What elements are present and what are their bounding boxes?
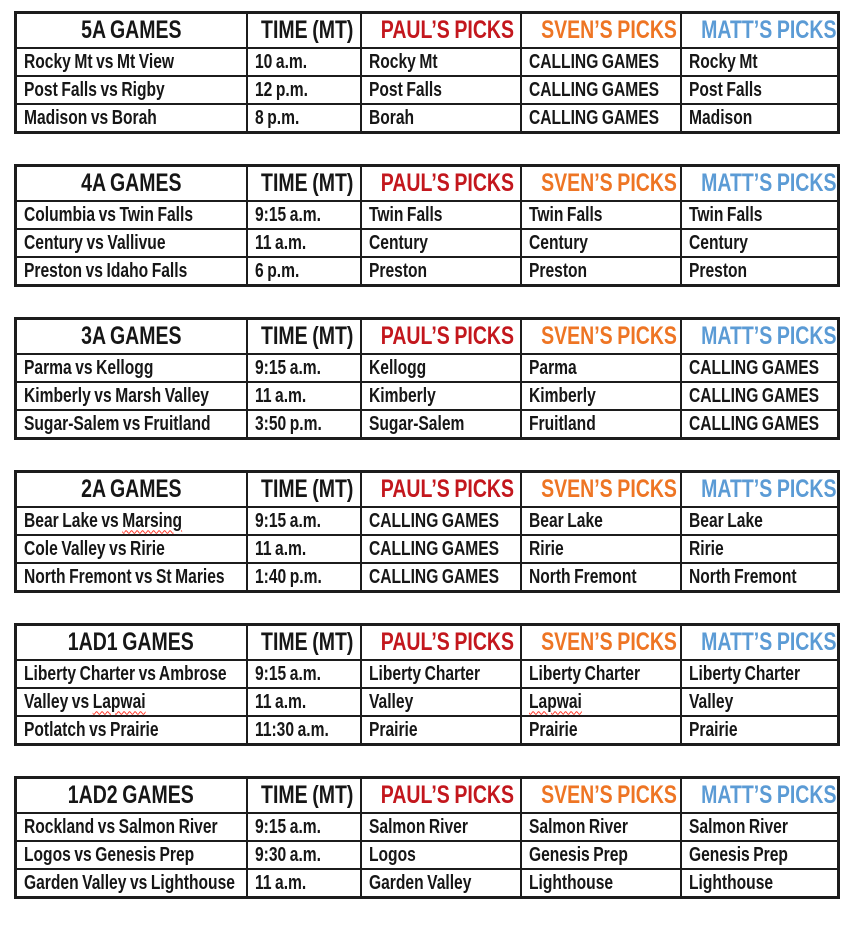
matchup-cell bbox=[16, 535, 247, 563]
matchup-cell bbox=[16, 507, 247, 535]
column-header-time bbox=[247, 625, 361, 661]
time-cell bbox=[247, 716, 361, 745]
header-row bbox=[16, 625, 839, 661]
paul-cell bbox=[361, 76, 521, 104]
column-header-matt bbox=[681, 319, 839, 355]
sven-cell-label: Genesis Prep bbox=[528, 843, 628, 866]
paul-cell-label: Rocky Mt bbox=[368, 50, 438, 73]
time-cell bbox=[247, 257, 361, 286]
matchup-cell-label: Sugar-Salem vs Fruitland bbox=[24, 412, 211, 435]
matchup-cell-label: Garden Valley vs Lighthouse bbox=[24, 871, 235, 894]
time-cell bbox=[247, 104, 361, 133]
column-header-sven-label: SVEN’S PICKS bbox=[540, 16, 677, 44]
time-cell-label: 1:40 p.m. bbox=[254, 565, 322, 588]
table-title-1ad2 bbox=[16, 778, 247, 814]
column-header-sven bbox=[521, 625, 681, 661]
time-cell-label: 6 p.m. bbox=[254, 259, 299, 282]
time-cell bbox=[247, 410, 361, 439]
paul-cell-label: CALLING GAMES bbox=[368, 537, 499, 560]
column-header-matt bbox=[681, 625, 839, 661]
game-row bbox=[16, 869, 839, 898]
time-cell-label: 9:15 a.m. bbox=[254, 815, 321, 838]
game-row bbox=[16, 507, 839, 535]
column-header-paul bbox=[361, 13, 521, 49]
time-cell bbox=[247, 354, 361, 382]
column-header-matt bbox=[681, 472, 839, 508]
game-row bbox=[16, 257, 839, 286]
column-header-matt bbox=[681, 166, 839, 202]
matt-cell-label: Bear Lake bbox=[688, 509, 763, 532]
time-cell-label: 11:30 a.m. bbox=[254, 718, 329, 741]
sven-cell bbox=[521, 813, 681, 841]
time-cell-label: 11 a.m. bbox=[254, 690, 306, 713]
matt-cell-label: Valley bbox=[688, 690, 733, 713]
matt-cell bbox=[681, 201, 839, 229]
matt-cell bbox=[681, 507, 839, 535]
paul-cell bbox=[361, 563, 521, 592]
header-row bbox=[16, 166, 839, 202]
matt-cell-label: Preston bbox=[688, 259, 747, 282]
sven-cell bbox=[521, 507, 681, 535]
matchup-cell bbox=[16, 410, 247, 439]
column-header-paul bbox=[361, 319, 521, 355]
column-header-matt-label: MATT’S PICKS bbox=[700, 322, 836, 350]
matt-cell bbox=[681, 257, 839, 286]
sven-cell-label: Twin Falls bbox=[528, 203, 602, 226]
sven-cell-label: Ririe bbox=[528, 537, 564, 560]
matchup-cell-label: Bear Lake vs Marsing bbox=[24, 509, 183, 532]
column-header-paul bbox=[361, 625, 521, 661]
paul-cell-label: Logos bbox=[368, 843, 416, 866]
column-header-sven bbox=[521, 166, 681, 202]
paul-cell-label: CALLING GAMES bbox=[368, 509, 499, 532]
matt-cell bbox=[681, 660, 839, 688]
sven-cell bbox=[521, 382, 681, 410]
time-cell-label: 8 p.m. bbox=[254, 106, 299, 129]
matt-cell-label: Lighthouse bbox=[688, 871, 773, 894]
paul-cell bbox=[361, 535, 521, 563]
game-row bbox=[16, 841, 839, 869]
sven-cell-label: Fruitland bbox=[528, 412, 596, 435]
column-header-time-label: TIME (MT) bbox=[260, 322, 353, 350]
paul-cell-label: Preston bbox=[368, 259, 427, 282]
sven-cell bbox=[521, 869, 681, 898]
misspelled-word: Lapwai bbox=[528, 690, 582, 713]
game-row bbox=[16, 688, 839, 716]
sven-cell bbox=[521, 201, 681, 229]
game-row bbox=[16, 382, 839, 410]
column-header-paul bbox=[361, 166, 521, 202]
matt-cell bbox=[681, 410, 839, 439]
matt-cell bbox=[681, 535, 839, 563]
misspelled-word: Lapwai bbox=[92, 690, 146, 713]
column-header-time bbox=[247, 778, 361, 814]
header-row bbox=[16, 319, 839, 355]
matt-cell-label: Rocky Mt bbox=[688, 50, 758, 73]
time-cell-label: 11 a.m. bbox=[254, 384, 306, 407]
time-cell bbox=[247, 688, 361, 716]
misspelled-word: Marsing bbox=[122, 509, 183, 532]
table-title-1ad1-label: 1AD1 GAMES bbox=[68, 628, 195, 656]
game-row bbox=[16, 229, 839, 257]
matt-cell bbox=[681, 76, 839, 104]
column-header-paul-label: PAUL’S PICKS bbox=[380, 169, 514, 197]
time-cell bbox=[247, 813, 361, 841]
game-row bbox=[16, 48, 839, 76]
matt-cell-label: CALLING GAMES bbox=[688, 412, 819, 435]
column-header-time bbox=[247, 472, 361, 508]
matchup-cell bbox=[16, 869, 247, 898]
matchup-cell-label: Madison vs Borah bbox=[24, 106, 157, 129]
paul-cell-label: Sugar-Salem bbox=[368, 412, 464, 435]
time-cell-label: 9:15 a.m. bbox=[254, 662, 321, 685]
time-cell bbox=[247, 382, 361, 410]
matchup-cell-label: Century vs Vallivue bbox=[24, 231, 166, 254]
matt-cell bbox=[681, 869, 839, 898]
sven-cell bbox=[521, 563, 681, 592]
table-title-5a bbox=[16, 13, 247, 49]
game-row bbox=[16, 354, 839, 382]
matt-cell-label: Post Falls bbox=[688, 78, 762, 101]
matt-cell-label: CALLING GAMES bbox=[688, 356, 819, 379]
game-row bbox=[16, 535, 839, 563]
column-header-time-label: TIME (MT) bbox=[260, 475, 353, 503]
column-header-matt bbox=[681, 13, 839, 49]
paul-cell bbox=[361, 257, 521, 286]
picks-table-1ad1 bbox=[14, 623, 840, 746]
picks-tables bbox=[14, 11, 837, 899]
matchup-cell bbox=[16, 688, 247, 716]
matchup-cell bbox=[16, 257, 247, 286]
game-row bbox=[16, 716, 839, 745]
picks-table-2a bbox=[14, 470, 840, 593]
matt-cell-label: North Fremont bbox=[688, 565, 797, 588]
sven-cell bbox=[521, 257, 681, 286]
game-row bbox=[16, 563, 839, 592]
picks-table-3a bbox=[14, 317, 840, 440]
column-header-time-label: TIME (MT) bbox=[260, 628, 353, 656]
paul-cell bbox=[361, 410, 521, 439]
table-title-5a-label: 5A GAMES bbox=[81, 16, 182, 44]
matchup-cell-label: Rockland vs Salmon River bbox=[24, 815, 218, 838]
matchup-cell bbox=[16, 354, 247, 382]
matt-cell bbox=[681, 563, 839, 592]
game-row bbox=[16, 201, 839, 229]
table-title-2a bbox=[16, 472, 247, 508]
column-header-time-label: TIME (MT) bbox=[260, 16, 353, 44]
matchup-cell bbox=[16, 716, 247, 745]
paul-cell-label: Post Falls bbox=[368, 78, 442, 101]
sven-cell bbox=[521, 660, 681, 688]
matt-cell bbox=[681, 813, 839, 841]
sven-cell bbox=[521, 48, 681, 76]
column-header-sven-label: SVEN’S PICKS bbox=[540, 781, 677, 809]
time-cell-label: 10 a.m. bbox=[254, 50, 307, 73]
time-cell bbox=[247, 48, 361, 76]
matchup-cell-label: Liberty Charter vs Ambrose bbox=[24, 662, 227, 685]
header-row bbox=[16, 13, 839, 49]
sven-cell-label: North Fremont bbox=[528, 565, 637, 588]
table-title-4a-label: 4A GAMES bbox=[81, 169, 182, 197]
table-title-1ad2-label: 1AD2 GAMES bbox=[68, 781, 195, 809]
game-row bbox=[16, 76, 839, 104]
paul-cell-label: Kimberly bbox=[368, 384, 436, 407]
matchup-cell bbox=[16, 229, 247, 257]
matt-cell bbox=[681, 48, 839, 76]
column-header-sven-label: SVEN’S PICKS bbox=[540, 169, 677, 197]
header-row bbox=[16, 778, 839, 814]
sven-cell bbox=[521, 229, 681, 257]
sven-cell bbox=[521, 716, 681, 745]
time-cell-label: 11 a.m. bbox=[254, 871, 306, 894]
game-row bbox=[16, 104, 839, 133]
paul-cell bbox=[361, 382, 521, 410]
time-cell-label: 3:50 p.m. bbox=[254, 412, 322, 435]
sven-cell-label: Liberty Charter bbox=[528, 662, 640, 685]
paul-cell-label: Kellogg bbox=[368, 356, 426, 379]
header-row bbox=[16, 472, 839, 508]
paul-cell-label: Salmon River bbox=[368, 815, 468, 838]
matt-cell-label: Salmon River bbox=[688, 815, 788, 838]
matt-cell-label: Prairie bbox=[688, 718, 738, 741]
matt-cell bbox=[681, 716, 839, 745]
picks-table-5a bbox=[14, 11, 840, 134]
column-header-paul-label: PAUL’S PICKS bbox=[380, 628, 514, 656]
game-row bbox=[16, 660, 839, 688]
time-cell-label: 11 a.m. bbox=[254, 231, 306, 254]
matchup-cell bbox=[16, 813, 247, 841]
time-cell bbox=[247, 229, 361, 257]
sven-cell-label: CALLING GAMES bbox=[528, 106, 659, 129]
paul-cell bbox=[361, 688, 521, 716]
matt-cell bbox=[681, 104, 839, 133]
sven-cell-label: Prairie bbox=[528, 718, 578, 741]
column-header-time bbox=[247, 13, 361, 49]
matt-cell-label: CALLING GAMES bbox=[688, 384, 819, 407]
time-cell bbox=[247, 201, 361, 229]
time-cell bbox=[247, 563, 361, 592]
sven-cell bbox=[521, 535, 681, 563]
sven-cell-label bbox=[529, 691, 582, 714]
matchup-cell-label: Rocky Mt vs Mt View bbox=[24, 50, 175, 73]
matchup-cell bbox=[16, 104, 247, 133]
sven-cell-label: Parma bbox=[528, 356, 577, 379]
sven-cell-label: Preston bbox=[528, 259, 587, 282]
column-header-paul-label: PAUL’S PICKS bbox=[380, 475, 514, 503]
time-cell bbox=[247, 660, 361, 688]
time-cell bbox=[247, 507, 361, 535]
time-cell-label: 9:30 a.m. bbox=[254, 843, 321, 866]
matt-cell-label: Genesis Prep bbox=[688, 843, 788, 866]
sven-cell-label: Kimberly bbox=[528, 384, 596, 407]
column-header-time bbox=[247, 166, 361, 202]
matchup-cell-label: North Fremont vs St Maries bbox=[24, 565, 225, 588]
column-header-sven bbox=[521, 778, 681, 814]
game-row bbox=[16, 813, 839, 841]
column-header-sven bbox=[521, 472, 681, 508]
table-title-2a-label: 2A GAMES bbox=[81, 475, 182, 503]
paul-cell bbox=[361, 507, 521, 535]
paul-cell bbox=[361, 201, 521, 229]
sven-cell-label: Salmon River bbox=[528, 815, 628, 838]
column-header-sven-label: SVEN’S PICKS bbox=[540, 475, 677, 503]
column-header-matt-label: MATT’S PICKS bbox=[700, 169, 836, 197]
column-header-time bbox=[247, 319, 361, 355]
matchup-cell-label: Columbia vs Twin Falls bbox=[24, 203, 194, 226]
column-header-sven bbox=[521, 319, 681, 355]
paul-cell bbox=[361, 716, 521, 745]
matchup-cell-label: Logos vs Genesis Prep bbox=[24, 843, 195, 866]
column-header-time-label: TIME (MT) bbox=[260, 781, 353, 809]
matchup-cell bbox=[16, 76, 247, 104]
picks-table-4a bbox=[14, 164, 840, 287]
paul-cell bbox=[361, 841, 521, 869]
sven-cell-label: Lighthouse bbox=[528, 871, 613, 894]
column-header-sven-label: SVEN’S PICKS bbox=[540, 322, 677, 350]
matchup-cell-label: Post Falls vs Rigby bbox=[24, 78, 165, 101]
column-header-paul-label: PAUL’S PICKS bbox=[380, 322, 514, 350]
paul-cell bbox=[361, 813, 521, 841]
column-header-paul bbox=[361, 778, 521, 814]
matt-cell-label: Liberty Charter bbox=[688, 662, 800, 685]
paul-cell bbox=[361, 229, 521, 257]
paul-cell bbox=[361, 660, 521, 688]
column-header-matt-label: MATT’S PICKS bbox=[700, 781, 836, 809]
sven-cell-label: CALLING GAMES bbox=[528, 78, 659, 101]
paul-cell-label: Century bbox=[368, 231, 428, 254]
column-header-matt-label: MATT’S PICKS bbox=[700, 628, 836, 656]
matchup-cell bbox=[16, 382, 247, 410]
sven-cell bbox=[521, 354, 681, 382]
matchup-cell-label: Preston vs Idaho Falls bbox=[24, 259, 188, 282]
table-title-4a bbox=[16, 166, 247, 202]
paul-cell-label: Liberty Charter bbox=[368, 662, 480, 685]
sven-cell-label: Bear Lake bbox=[528, 509, 603, 532]
paul-cell-label: Garden Valley bbox=[368, 871, 471, 894]
column-header-matt-label: MATT’S PICKS bbox=[700, 16, 836, 44]
paul-cell-label: Twin Falls bbox=[368, 203, 442, 226]
sven-cell bbox=[521, 76, 681, 104]
matt-cell bbox=[681, 354, 839, 382]
matchup-cell bbox=[16, 841, 247, 869]
column-header-paul bbox=[361, 472, 521, 508]
column-header-sven-label: SVEN’S PICKS bbox=[540, 628, 677, 656]
column-header-sven bbox=[521, 13, 681, 49]
paul-cell bbox=[361, 869, 521, 898]
time-cell-label: 11 a.m. bbox=[254, 537, 306, 560]
matt-cell bbox=[681, 688, 839, 716]
time-cell-label: 9:15 a.m. bbox=[254, 203, 321, 226]
sven-cell bbox=[521, 688, 681, 716]
matchup-cell bbox=[16, 563, 247, 592]
matt-cell-label: Madison bbox=[688, 106, 752, 129]
column-header-matt bbox=[681, 778, 839, 814]
column-header-matt-label: MATT’S PICKS bbox=[700, 475, 836, 503]
sven-cell bbox=[521, 410, 681, 439]
column-header-time-label: TIME (MT) bbox=[260, 169, 353, 197]
paul-cell bbox=[361, 48, 521, 76]
matt-cell bbox=[681, 382, 839, 410]
sven-cell bbox=[521, 104, 681, 133]
matchup-cell-label: Cole Valley vs Ririe bbox=[24, 537, 165, 560]
game-row bbox=[16, 410, 839, 439]
column-header-paul-label: PAUL’S PICKS bbox=[380, 16, 514, 44]
paul-cell bbox=[361, 104, 521, 133]
matt-cell-label: Twin Falls bbox=[688, 203, 762, 226]
matchup-cell-label: Valley vs Lapwai bbox=[24, 690, 146, 713]
matchup-cell bbox=[16, 48, 247, 76]
table-title-3a bbox=[16, 319, 247, 355]
matt-cell bbox=[681, 841, 839, 869]
picks-table-1ad2 bbox=[14, 776, 840, 899]
time-cell bbox=[247, 841, 361, 869]
column-header-paul-label: PAUL’S PICKS bbox=[380, 781, 514, 809]
time-cell-label: 9:15 a.m. bbox=[254, 356, 321, 379]
matt-cell-label: Century bbox=[688, 231, 748, 254]
matt-cell bbox=[681, 229, 839, 257]
time-cell bbox=[247, 76, 361, 104]
paul-cell-label: CALLING GAMES bbox=[368, 565, 499, 588]
sven-cell-label: CALLING GAMES bbox=[528, 50, 659, 73]
paul-cell bbox=[361, 354, 521, 382]
table-title-1ad1 bbox=[16, 625, 247, 661]
matchup-cell-label: Potlatch vs Prairie bbox=[24, 718, 159, 741]
table-title-3a-label: 3A GAMES bbox=[81, 322, 182, 350]
matchup-cell bbox=[16, 201, 247, 229]
time-cell bbox=[247, 535, 361, 563]
matt-cell-label: Ririe bbox=[688, 537, 724, 560]
matchup-cell-label: Parma vs Kellogg bbox=[24, 356, 154, 379]
matchup-cell bbox=[16, 660, 247, 688]
sven-cell bbox=[521, 841, 681, 869]
paul-cell-label: Valley bbox=[368, 690, 413, 713]
paul-cell-label: Prairie bbox=[368, 718, 418, 741]
sven-cell-label: Century bbox=[528, 231, 588, 254]
time-cell bbox=[247, 869, 361, 898]
time-cell-label: 9:15 a.m. bbox=[254, 509, 321, 532]
paul-cell-label: Borah bbox=[368, 106, 414, 129]
matchup-cell-label: Kimberly vs Marsh Valley bbox=[24, 384, 209, 407]
time-cell-label: 12 p.m. bbox=[254, 78, 308, 101]
